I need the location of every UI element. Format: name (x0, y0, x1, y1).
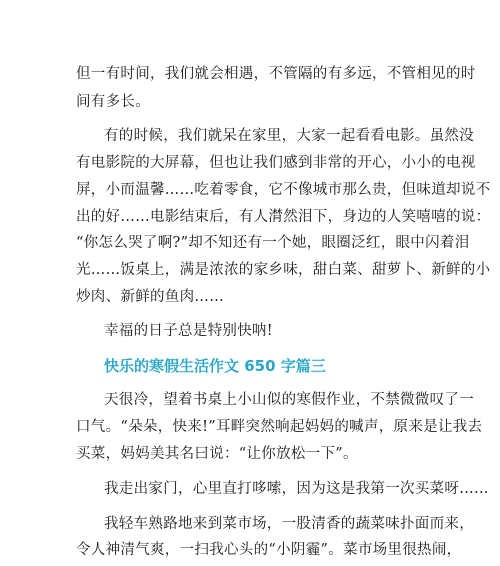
text-line: 口气。“朵朵，快来!”耳畔突然响起妈妈的喊声，原来是让我去 (76, 419, 483, 435)
text-line: “你怎么哭了啊?”却不知还有一个她，眼圈泛红，眼中闪着泪 (76, 235, 470, 251)
section-heading: 快乐的寒假生活作文 650 字篇三 (104, 357, 326, 375)
text-line: 幸福的日子总是特别快呐! (104, 323, 273, 339)
text-line: 炒肉、新鲜的鱼肉…… (76, 289, 224, 305)
text-line: 天很冷，望着书桌上小山似的寒假作业，不禁微微叹了一 (104, 392, 474, 408)
text-line: 我走出家门，心里直打哆嗦，因为这是我第一次买菜呀…… (104, 481, 489, 497)
text-line: 买菜，妈妈美其名曰说：“让你放松一下”。 (76, 446, 358, 462)
text-line: 屏，小而温馨……吃着零食，它不像城市那么贵，但味道却说不 (76, 182, 491, 198)
text-line: 但一有时间，我们就会相遇，不管隔的有多远，不管相见的时 (76, 66, 476, 82)
text-line: 光……饭桌上，满是浓浓的家乡味，甜白菜、甜萝卜、新鲜的小 (76, 262, 491, 278)
text-line: 我轻车熟路地来到菜市场，一股清香的蔬菜味扑面而来， (104, 516, 474, 532)
text-line: 有电影院的大屏幕，但也让我们感到非常的开心，小小的电视 (76, 155, 476, 171)
text-line: 出的好……电影结束后，有人潸然泪下，身边的人笑嘻嘻的说： (76, 209, 491, 225)
text-line: 令人神清气爽，一扫我心头的“小阴霾”。菜市场里很热闹， (76, 542, 462, 558)
text-line: 有的时候，我们就呆在家里，大家一起看看电影。虽然没 (104, 128, 474, 144)
text-line: 间有多长。 (76, 94, 150, 110)
